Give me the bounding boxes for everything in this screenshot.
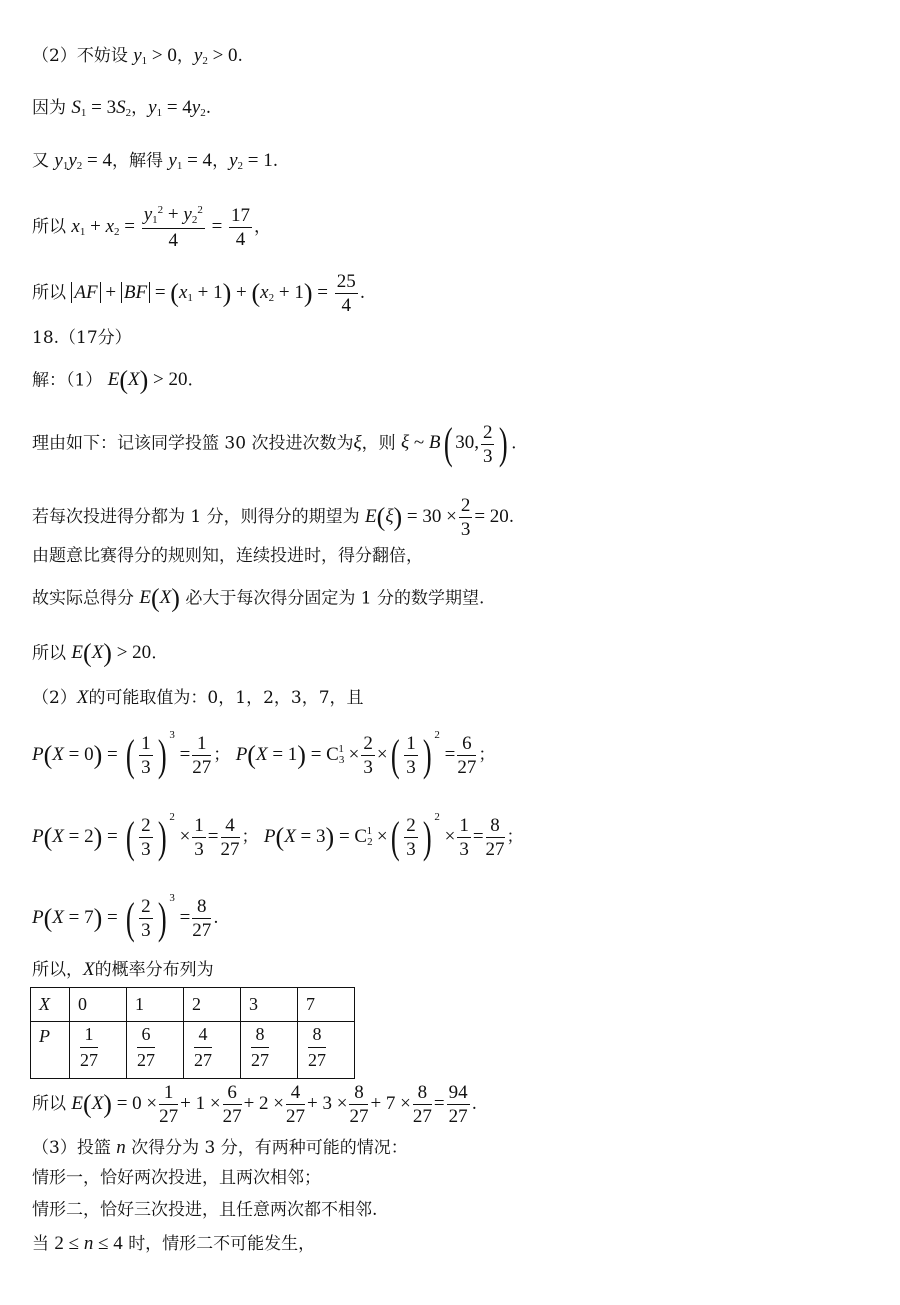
line-case1: 情形一，恰好两次投进，且两次相邻； <box>32 1168 321 1188</box>
table-row <box>31 988 355 1022</box>
line-part3: （3）投篮 n 次得分为 3 分，有两种可能的情况： <box>32 1137 408 1158</box>
line-part2: （2）X的可能取值为：0，1，2，3，7，且 <box>32 687 364 708</box>
line-so-ex: 所以 E(X) > 20. <box>32 639 157 668</box>
line-last: 当 2 ≤ n ≤ 4 时，情形二不可能发生， <box>32 1233 316 1254</box>
line-reason: 理由如下：记该同学投篮 30 次投进次数为ξ，则 ξ ~ B( 30, $\frac{2}{3}$ ) . <box>32 419 517 468</box>
line-x-sum: 所以 $x_1 + x_2$ = $\frac{y_1^2 + y_2^2}{4}$ = $\frac{17}{4}$ ， <box>32 204 272 251</box>
table-cell: $\frac{8}{27}$ <box>298 1022 355 1079</box>
line-prob-7: P(X = 7) = ( $\frac{2}{3}$ ) $^3$ = $\frac{8}{27}$ . <box>32 892 219 943</box>
distribution-table <box>30 987 355 1079</box>
table-header-x: X <box>31 988 70 1022</box>
line-prob-0-1: P(X = 0) = ( $\frac{1}{3}$ ) $^3$ = $\frac{1}{27}$ ； $P(X = 1) = C_3^1$ × $\frac{2}{3}$ ×( $\frac{1}{3}$ ) $^2$ = $\frac{6}{27}$ ； <box>32 729 496 780</box>
table-cell: $\frac{4}{27}$ <box>184 1022 241 1079</box>
line-rule: 由题意比赛得分的规则知，连续投进时，得分翻倍， <box>32 546 423 566</box>
line-expect-each: 若每次投进得分都为 1 分，则得分的期望为 E(ξ) = 30 × $\frac{2}{3}$ = 20. <box>32 495 515 540</box>
line-af-bf: 所以 AF + BF = $(x_1 + 1) + (x_2 + 1)$ = $\frac{25}{4}$ . <box>32 271 366 316</box>
table-cell: 2 <box>184 988 241 1022</box>
table-header-p: P <box>31 1022 70 1079</box>
table-cell: 7 <box>298 988 355 1022</box>
line-solve: 又 $y_1y_2 = 4$，解得 $y_1 = 4$，$y_2 = 1$. <box>32 150 279 172</box>
line-dist-title: 所以，X的概率分布列为 <box>32 959 214 980</box>
line-case2: 情形二，恰好三次投进，且任意两次都不相邻. <box>32 1200 378 1220</box>
line-actual: 故实际总得分 E(X) 必大于每次得分固定为 1 分的数学期望. <box>32 584 485 613</box>
line-because: 因为 $S_1 = 3S_2$，$y_1 = 4y_2$. <box>32 97 212 119</box>
table-cell: $\frac{6}{27}$ <box>127 1022 184 1079</box>
table-cell: $\frac{8}{27}$ <box>241 1022 298 1079</box>
table-row <box>31 1022 355 1079</box>
line-assume: （2）不妨设 $y_1 > 0$，$y_2 > 0$. <box>32 45 243 67</box>
table-cell: 1 <box>127 988 184 1022</box>
table-cell: 0 <box>70 988 127 1022</box>
question-18-heading: 18.（17分） <box>32 328 132 348</box>
line-prob-2-3: P(X = 2) = ( $\frac{2}{3}$ ) $^2$ × $\frac{1}{3}$ = $\frac{4}{27}$ ； $P(X = 3) = C_2^1$ ×( $\frac{2}{3}$ ) $^2$ × $\frac{1}{3}$ = $\frac{8}{27}$ ； <box>32 811 524 862</box>
table-cell: $\frac{1}{27}$ <box>70 1022 127 1079</box>
table-cell: 3 <box>241 988 298 1022</box>
line-ex-value: 所以 E(X) = 0 × $\frac{1}{27}$ + 1 × $\frac{6}{27}$ + 2 × $\frac{4}{27}$ + 3 × $\frac{8}{27}$ + 7 × $\frac{8}{27}$ = $\frac{94}{27}$ . <box>32 1082 478 1127</box>
line-part1: 解：（1） E(X) > 20. <box>32 366 193 395</box>
